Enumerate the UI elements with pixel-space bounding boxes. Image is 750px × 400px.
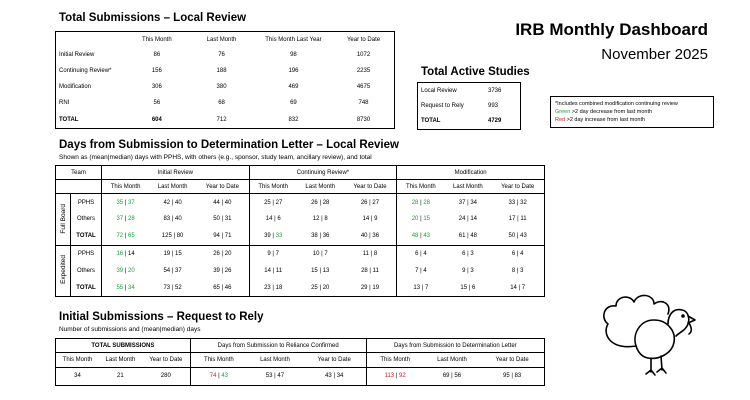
col-header: Last Month	[206, 36, 237, 43]
table-cell: 33 | 32	[491, 194, 544, 211]
table-cell: 26 | 27	[344, 194, 397, 211]
table-cell: 26 | 20	[196, 245, 249, 262]
table-cell: 34	[74, 373, 81, 380]
row-label: TOTAL	[71, 279, 102, 296]
table-cell: 39 | 33	[264, 233, 283, 240]
table-cell: 14 | 7	[491, 279, 544, 296]
table-cell: 61 | 48	[458, 233, 478, 240]
table-cell: 6 | 3	[444, 245, 491, 262]
table-cell: 113 | 92	[384, 373, 406, 380]
row-label: Others	[71, 211, 102, 228]
cell: 56	[153, 100, 161, 107]
table-cell: 23 | 18	[264, 284, 283, 291]
table-cell: 35 | 37	[102, 194, 150, 211]
table-cell: 37 | 28	[116, 216, 135, 223]
col-header: This Month	[142, 36, 172, 43]
rely-table	[55, 338, 545, 386]
cell: 3736	[488, 87, 502, 94]
table-cell: 26 | 28	[297, 194, 344, 211]
table-cell: 9 | 7	[249, 245, 297, 262]
row-label: Request to Rely	[421, 102, 464, 109]
row-label: PPHS	[71, 194, 102, 211]
row-label: Modification	[59, 84, 92, 91]
table-cell: 6 | 4	[397, 245, 445, 262]
sub-header: This Month	[110, 183, 141, 190]
table-cell: 13 | 7	[413, 284, 429, 291]
row-label: Local Review	[421, 87, 457, 94]
sub-header: This Month	[204, 356, 234, 363]
col-header: This Month Last Year	[265, 36, 322, 43]
cell: 712	[216, 116, 227, 123]
table-cell: 6 | 4	[491, 245, 544, 262]
table-cell: 44 | 40	[196, 194, 249, 211]
cell: 76	[218, 52, 225, 59]
table-cell: 7 | 4	[415, 267, 427, 274]
cell: 69	[290, 100, 297, 107]
legend-note: *Includes combined modification continuing review	[555, 101, 678, 107]
sub-header: Last Month	[105, 356, 136, 363]
rely-title: Initial Submissions – Request to Rely	[59, 311, 264, 323]
sub-header: Year to Date	[196, 180, 249, 194]
section-label: Full Board	[59, 203, 67, 234]
sub-header: Last Month	[305, 183, 336, 190]
table-cell: 12 | 8	[312, 216, 328, 223]
table-cell: 83 | 40	[163, 216, 182, 223]
sub-header: Last Month	[260, 356, 290, 363]
active-studies-title: Total Active Studies	[421, 66, 530, 78]
table-cell: 53 | 47	[265, 373, 285, 380]
days-local-subtitle: Shown as (mean|median) days with PPHS, with others (e.g., sponsor, study team, ancillary review), and total	[59, 154, 372, 161]
cell: 98	[290, 52, 297, 59]
row-label: Initial Review	[59, 52, 95, 59]
cell: 306	[151, 84, 162, 91]
sub-header: Year to Date	[491, 180, 544, 194]
table-cell: 40 | 36	[344, 228, 397, 245]
table-cell: 15 | 13	[311, 267, 330, 274]
row-label: Continuing Review*	[59, 68, 112, 75]
cell: 4675	[356, 84, 371, 91]
table-cell: 25 | 20	[311, 284, 330, 291]
sub-header: This Month	[258, 183, 289, 190]
table-cell: 50 | 43	[491, 228, 544, 245]
section-label: Expedited	[59, 255, 67, 285]
table-cell: 8 | 3	[491, 262, 544, 279]
table-cell: 15 | 6	[460, 284, 476, 291]
table-cell: 17 | 11	[491, 211, 544, 228]
cell: 1072	[356, 52, 371, 59]
turkey-icon	[596, 290, 708, 380]
sub-header: Last Month	[437, 356, 467, 363]
cell: 380	[216, 84, 227, 91]
table-cell: 50 | 31	[196, 211, 249, 228]
cell: 832	[288, 116, 299, 123]
cell: 748	[358, 100, 369, 107]
legend-green: Green >2 day decrease from last month	[555, 109, 653, 115]
group-header: TOTAL SUBMISSIONS	[56, 339, 191, 353]
cell: 196	[288, 68, 299, 75]
table-cell: 48 | 43	[411, 233, 430, 240]
sub-header: This Month	[406, 183, 436, 190]
legend-box	[550, 96, 714, 128]
sub-header: This Month	[62, 356, 93, 363]
table-cell: 14 | 9	[344, 211, 397, 228]
row-label: Others	[71, 262, 102, 279]
table-cell: 29 | 19	[344, 279, 397, 296]
table-cell: 69 | 56	[442, 373, 462, 380]
team-header: Team	[56, 166, 102, 180]
table-cell: 73 | 52	[163, 284, 182, 291]
group-header: Initial Review	[102, 166, 250, 180]
table-cell: 39 | 26	[196, 262, 249, 279]
sub-header: Last Month	[157, 183, 188, 190]
local-review-table	[55, 31, 395, 129]
cell: 993	[488, 102, 499, 109]
col-header: Year to Date	[346, 36, 381, 43]
cell: 2235	[356, 68, 371, 75]
table-cell: 38 | 36	[311, 233, 330, 240]
table-cell: 65 | 46	[196, 279, 249, 296]
group-header: Days from Submission to Reliance Confirmed	[190, 339, 366, 353]
table-cell: 94 | 71	[196, 228, 249, 245]
table-cell: 55 | 34	[116, 284, 135, 291]
table-cell: 43 | 34	[303, 367, 366, 385]
group-header: Days from Submission to Determination Letter	[366, 339, 544, 353]
table-cell: 19 | 15	[149, 245, 196, 262]
table-cell: 28 | 11	[344, 262, 397, 279]
row-label: TOTAL	[71, 228, 102, 245]
row-label: TOTAL	[421, 118, 441, 125]
table-cell: 42 | 40	[149, 194, 196, 211]
row-label: TOTAL	[59, 116, 79, 123]
table-cell: 280	[142, 367, 190, 385]
cell: 469	[288, 84, 299, 91]
sub-header: Year to Date	[480, 353, 544, 367]
table-cell: 20 | 15	[411, 216, 430, 223]
table-cell: 37 | 34	[444, 194, 491, 211]
sub-header: Year to Date	[142, 353, 190, 367]
table-cell: 54 | 37	[163, 267, 182, 274]
table-cell: 24 | 14	[458, 216, 478, 223]
turkey-illustration	[596, 290, 708, 380]
table-cell: 14 | 11	[264, 267, 283, 274]
table-cell: 10 | 7	[297, 245, 344, 262]
row-label: PPHS	[71, 245, 102, 262]
days-local-title: Days from Submission to Determination Letter – Local Review	[59, 139, 399, 151]
table-cell: 72 | 65	[116, 233, 135, 240]
active-studies-table	[417, 82, 521, 130]
days-local-table	[55, 165, 545, 297]
table-cell: 39 | 20	[116, 267, 135, 274]
table-cell: 25 | 27	[249, 194, 297, 211]
cell: 68	[218, 100, 225, 107]
cell: 4729	[488, 118, 502, 125]
table-cell: 74 | 43	[209, 373, 229, 380]
table-cell: 14 | 6	[265, 216, 281, 223]
table-cell: 11 | 8	[344, 245, 397, 262]
table-cell: 95 | 83	[480, 367, 544, 385]
row-label: RNI	[59, 100, 70, 107]
table-cell: 16 | 14	[102, 245, 150, 262]
table-cell: 21	[117, 373, 124, 380]
cell: 156	[151, 68, 162, 75]
table-cell: 125 | 80	[161, 233, 184, 240]
cell: 188	[216, 68, 227, 75]
legend-red: Red >2 day increase from last month	[555, 117, 646, 123]
sub-header: Year to Date	[303, 353, 366, 367]
table-cell: 28 | 28	[397, 194, 445, 211]
cell: 86	[153, 52, 161, 59]
local-review-title: Total Submissions – Local Review	[59, 12, 247, 24]
sub-header: Year to Date	[344, 180, 397, 194]
dashboard-title: IRB Monthly Dashboard	[515, 20, 708, 39]
dashboard-month: November 2025	[601, 46, 708, 63]
cell: 604	[151, 116, 162, 123]
group-header: Modification	[397, 166, 545, 180]
sub-header: Last Month	[453, 183, 483, 190]
table-cell: 9 | 3	[462, 267, 474, 274]
group-header: Continuing Review*	[249, 166, 397, 180]
sub-header: This Month	[380, 356, 410, 363]
cell: 8730	[356, 116, 371, 123]
rely-subtitle: Number of submissions and (mean|median) days	[59, 326, 201, 333]
